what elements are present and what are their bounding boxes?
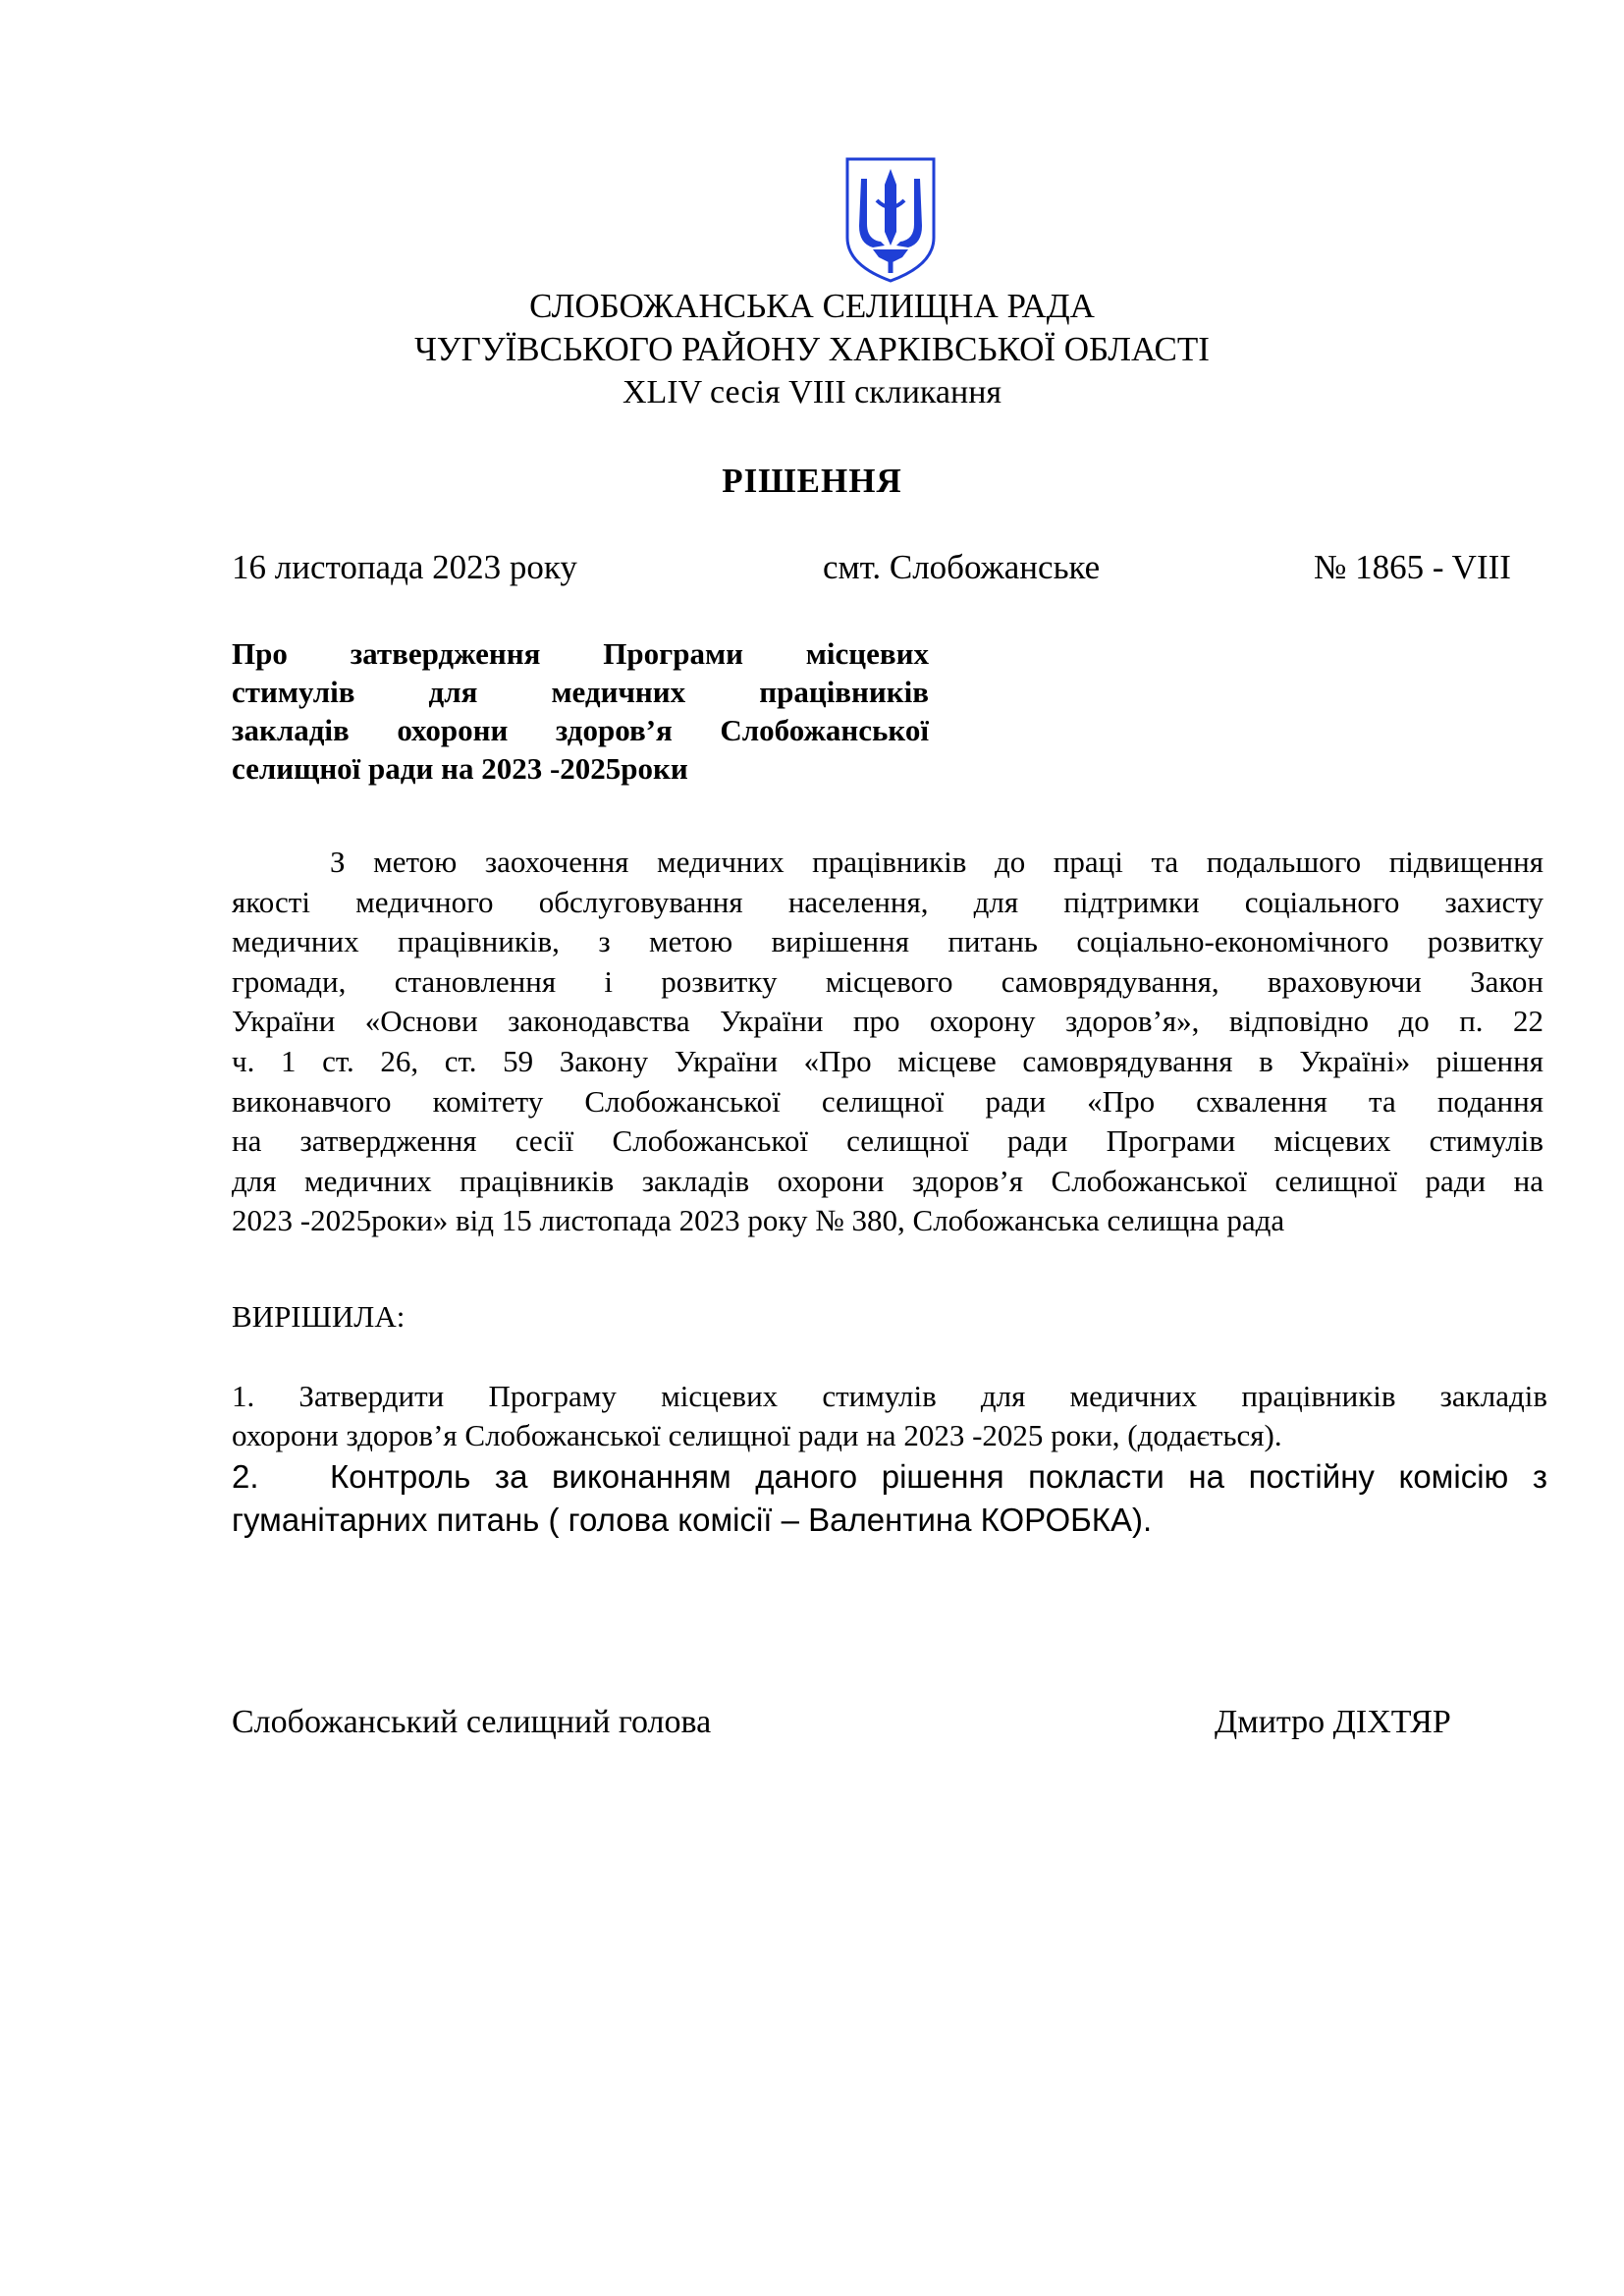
preamble-line: на затвердження сесії Слобожанської селищної ради Програми місцевих стимулів: [232, 1123, 1543, 1159]
subject-line: стимулів для медичних працівників: [232, 675, 929, 709]
decision-item-1: [232, 1377, 1547, 1455]
decision-date: 16 листопада 2023 року: [232, 548, 577, 586]
decision-items: [232, 1377, 1547, 1542]
subject-line: Про затвердження Програми місцевих: [232, 636, 929, 671]
ukraine-coat-of-arms-icon: [843, 155, 938, 285]
preamble-line: медичних працівників, з метою вирішення питань соціально-економічного розвитку: [232, 924, 1543, 959]
council-name: СЛОБОЖАНСЬКА СЕЛИЩНА РАДА: [529, 287, 1095, 325]
preamble-line: ч. 1 ст. 26, ст. 59 Закону України «Про місцеве самоврядування в Україні» рішення: [232, 1043, 1543, 1078]
item-line: гуманітарних питань ( голова комісії – Валентина КОРОБКА).: [232, 1502, 1153, 1538]
preamble-line: З метою заохочення медичних працівників до праці та подальшого підвищення: [330, 845, 1543, 879]
council-district: ЧУГУЇВСЬКОГО РАЙОНУ ХАРКІВСЬКОЇ ОБЛАСТІ: [414, 330, 1210, 368]
document-title: РІШЕННЯ: [722, 462, 902, 500]
preamble-line: України «Основи законодавства України про охорону здоров’я», відповідно до п. 22: [232, 1004, 1543, 1039]
item-text: Контроль за виконанням даного рішення покласти на постійну комісію з: [330, 1458, 1547, 1495]
decided-heading: ВИРІШИЛА:: [232, 1299, 406, 1334]
council-session: XLIV сесія VIII скликання: [622, 374, 1002, 410]
council-header: [0, 285, 1624, 414]
subject-line: закладів охорони здоров’я Слобожанської: [232, 713, 929, 747]
decision-number: № 1865 - VIII: [1314, 548, 1511, 586]
decision-place: смт. Слобожанське: [823, 548, 1101, 586]
preamble-line: 2023 -2025роки» від 15 листопада 2023 року № 380, Слобожанська селищна рада: [232, 1203, 1285, 1238]
preamble-line: якості медичного обслуговування населення, для підтримки соціального захисту: [232, 884, 1543, 919]
item-number: 2.: [232, 1458, 259, 1495]
signatory-title: Слобожанський селищний голова: [232, 1704, 712, 1740]
item-line: [232, 1455, 1547, 1499]
preamble-paragraph: [232, 843, 1543, 1241]
preamble-line: громади, становлення і розвитку місцевого самоврядування, враховуючи Закон: [232, 963, 1543, 999]
signatory-name: Дмитро ДІХТЯР: [1215, 1704, 1451, 1740]
subject-line: селищної ради на 2023 -2025роки: [232, 751, 688, 786]
decision-item-2: [232, 1455, 1547, 1542]
preamble-line: для медичних працівників закладів охорони здоров’я Слобожанської селищної ради на: [232, 1163, 1543, 1198]
item-line: 1. Затвердити Програму місцевих стимулів для медичних працівників закладів: [232, 1379, 1547, 1413]
preamble-line: виконавчого комітету Слобожанської селищної ради «Про схвалення та подання: [232, 1083, 1543, 1119]
item-line: охорони здоров’я Слобожанської селищної ради на 2023 -2025 роки, (додається).: [232, 1418, 1282, 1452]
decision-subject: [232, 634, 929, 788]
